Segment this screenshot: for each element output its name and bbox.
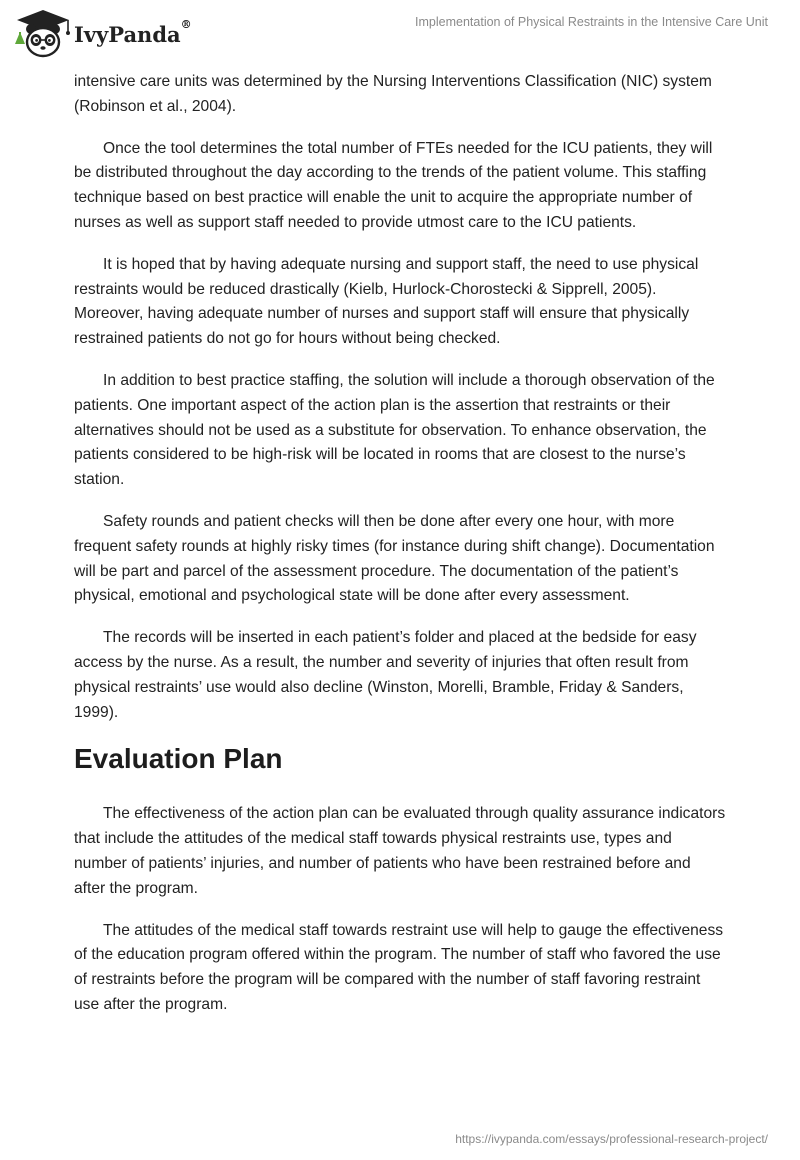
panda-graduate-icon	[14, 8, 72, 58]
brand-logo[interactable]	[14, 8, 192, 58]
section-heading: Evaluation Plan	[74, 743, 283, 775]
source-url: https://ivypanda.com/essays/professional-research-project/	[455, 1132, 768, 1146]
paragraph: The records will be inserted in each patient’s folder and placed at the bedside for easy access by the nurse. As a result, the number and severity of injuries that often result from physical restraints’ use would also decline (Winston, Morelli, Bramble, Friday & Sanders, 1999).	[74, 629, 697, 721]
registered-mark: ®	[180, 17, 192, 31]
brand-name: IvyPanda®	[74, 17, 192, 47]
paragraph: Once the tool determines the total number of FTEs needed for the ICU patients, they will be distributed throughout the day according to the trends of the patient volume. This staffing technique based on best practice will enable the unit to acquire the appropriate number of nurses as well as support staff needed to provide utmost care to the ICU patients.	[74, 139, 713, 231]
paragraph: It is hoped that by having adequate nursing and support staff, the need to use physical restraints would be reduced drastically (Kielb, Hurlock-Chorostecki & Sipprell, 2005). Moreover, having adequate number of nurses and support staff will ensure that physically restrained patients do not go for hours without being checked.	[74, 255, 699, 348]
paragraph: The attitudes of the medical staff towards restraint use will help to gauge the effectiveness of the education program offered within the program. The number of staff who favored the use of restraints before the program will be compared with the number of staff favoring restraint use after the program.	[74, 921, 724, 1013]
paragraph-continued: intensive care units was determined by the Nursing Interventions Classification (NIC) system (Robinson et al., 2004).	[74, 73, 712, 115]
paragraph: Safety rounds and patient checks will then be done after every one hour, with more frequent safety rounds at highly risky times (for instance during shift change). Documentation will be part and parcel of the assessment procedure. The documentation of the patient’s physical, emotional and psychological state will be done after every assessment.	[74, 512, 715, 605]
document-title: Implementation of Physical Restraints in the Intensive Care Unit	[415, 15, 768, 29]
paragraph: In addition to best practice staffing, the solution will include a thorough observation of the patients. One important aspect of the action plan is the assertion that restraints or their alternatives should not be used as a substitute for observation. To enhance observation, the patients considered to be high-risk will be located in rooms that are closest to the nurse’s station.	[74, 371, 715, 489]
paragraph: The effectiveness of the action plan can be evaluated through quality assurance indicators that include the attitudes of the medical staff towards physical restraints use, types and number of patients’ injuries, and number of patients who have been restrained before and after the program.	[74, 805, 726, 897]
page-header	[0, 0, 800, 70]
essay-body	[74, 70, 726, 1035]
